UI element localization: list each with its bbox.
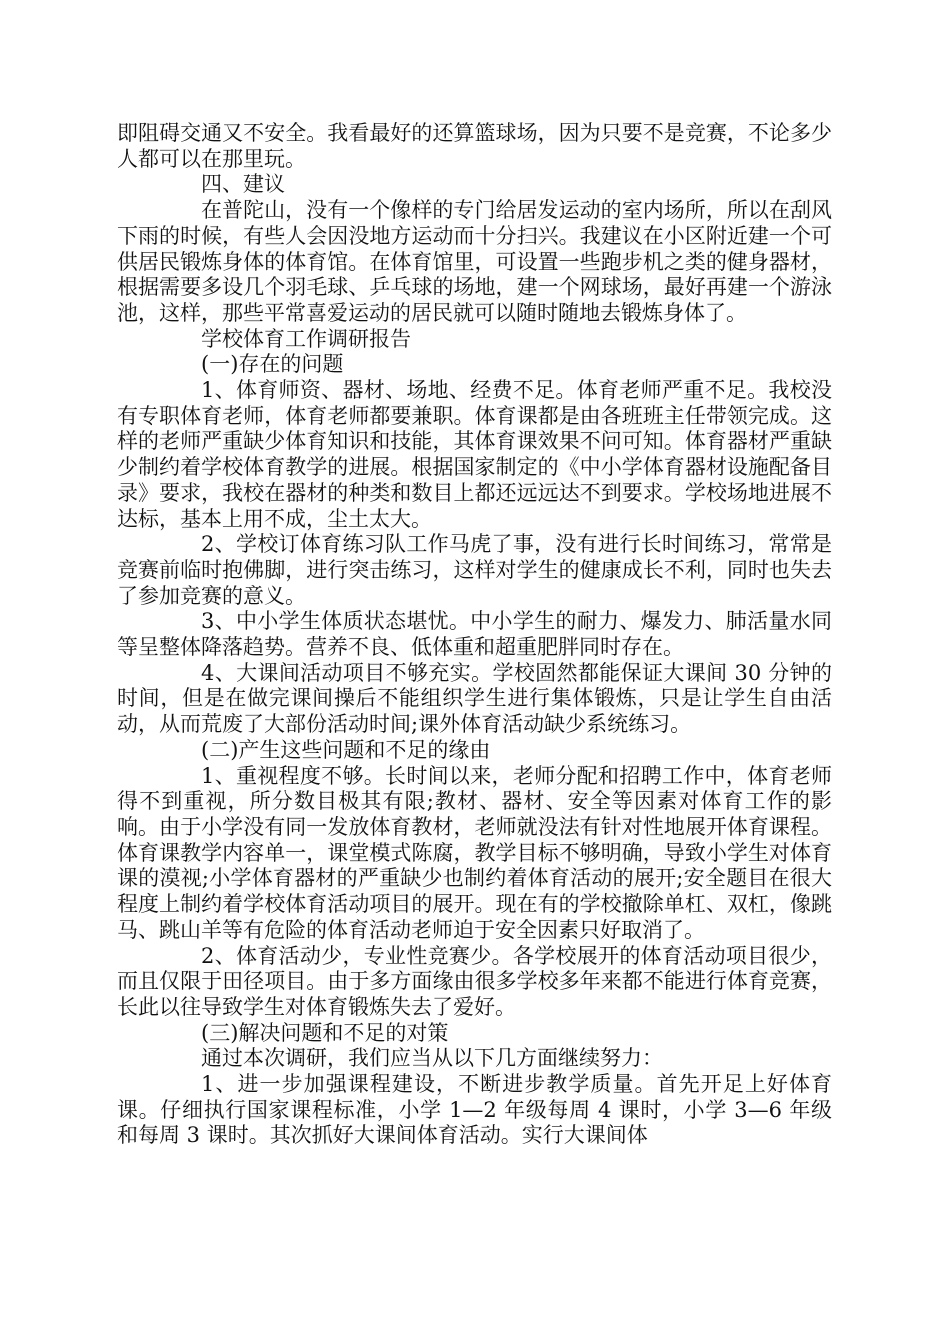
paragraph-cause-1: 1、重视程度不够。长时间以来，老师分配和招聘工作中，体育老师得不到重视，所分数目极其有限;教材、器材、安全等因素对体育工作的影响。由于小学没有同一发放体育教材，老师就没法有针对性地展开体育课程。体育课教学内容单一，课堂模式陈腐，教学目标不够明确，导致小学生对体育课的漠视;小学体育器材的严重缺少也制约着体育活动的展开;安全题目在很大程度上制约着学校体育活动项目的展开。现在有的学校撤除单杠、双杠，像跳马、跳山羊等有危险的体育活动老师迫于安全因素只好取消了。 [117,763,832,942]
document-page [117,121,832,1149]
paragraph-problem-1: 1、体育师资、器材、场地、经费不足。体育老师严重不足。我校没有专职体育老师，体育老师都要兼职。体育课都是由各班班主任带领完成。这样的老师严重缺少体育知识和技能，其体育课效果不问可知。体育器材严重缺少制约着学校体育教学的进展。根据国家制定的《中小学体育器材设施配备目录》要求，我校在器材的种类和数目上都还远远达不到要求。学校场地进展不达标，基本上用不成，尘土太大。 [117,378,832,531]
paragraph-solution-1: 1、进一步加强课程建设，不断进步教学质量。首先开足上好体育课。仔细执行国家课程标准，小学 1—2 年级每周 4 课时，小学 3—6 年级和每周 3 课时。其次抓好大课间体育活动。实行大课间体 [117,1072,832,1148]
paragraph-continuation: 即阻碍交通又不安全。我看最好的还算篮球场，因为只要不是竞赛，不论多少人都可以在那里玩。 [117,121,832,171]
section-heading-solutions: (三)解决问题和不足的对策 [201,1020,449,1045]
heading-suggestions: 四、建议 [201,172,285,197]
paragraph-suggestion: 在普陀山，没有一个像样的专门给居发运动的室内场所，所以在刮风下雨的时候，有些人会因没地方运动而十分扫兴。我建议在小区附近建一个可供居民锻炼身体的体育馆。在体育馆里，可设置一些跑步机之类的健身器材，根据需要多设几个羽毛球、乒乓球的场地，建一个网球场，最好再建一个游泳池，这样，那些平常喜爱运动的居民就可以随时随地去锻炼身体了。 [117,198,832,325]
paragraph-problem-4: 4、大课间活动项目不够充实。学校固然都能保证大课间 30 分钟的时间，但是在做完课间操后不能组织学生进行集体锻炼，只是让学生自由活动，从而荒废了大部份活动时间;课外体育活动缺少系统练习。 [117,660,832,737]
section-heading-causes: (二)产生这些问题和不足的缘由 [201,737,491,762]
paragraph-cause-2: 2、体育活动少，专业性竞赛少。各学校展开的体育活动项目很少，而且仅限于田径项目。由于多方面缘由很多学校多年来都不能进行体育竞赛，长此以往导致学生对体育锻炼失去了爱好。 [117,943,832,1019]
section-heading-problems: (一)存在的问题 [201,352,344,377]
paragraph-solutions-intro: 通过本次调研，我们应当从以下几方面继续努力： [201,1046,663,1071]
report-title: 学校体育工作调研报告 [201,326,411,351]
paragraph-problem-2: 2、学校订体育练习队工作马虎了事，没有进行长时间练习，常常是竞赛前临时抱佛脚，进行突击练习，这样对学生的健康成长不利，同时也失去了参加竞赛的意义。 [117,532,832,608]
paragraph-problem-3: 3、中小学生体质状态堪忧。中小学生的耐力、爆发力、肺活量水同等呈整体降落趋势。营养不良、低体重和超重肥胖同时存在。 [117,609,832,660]
